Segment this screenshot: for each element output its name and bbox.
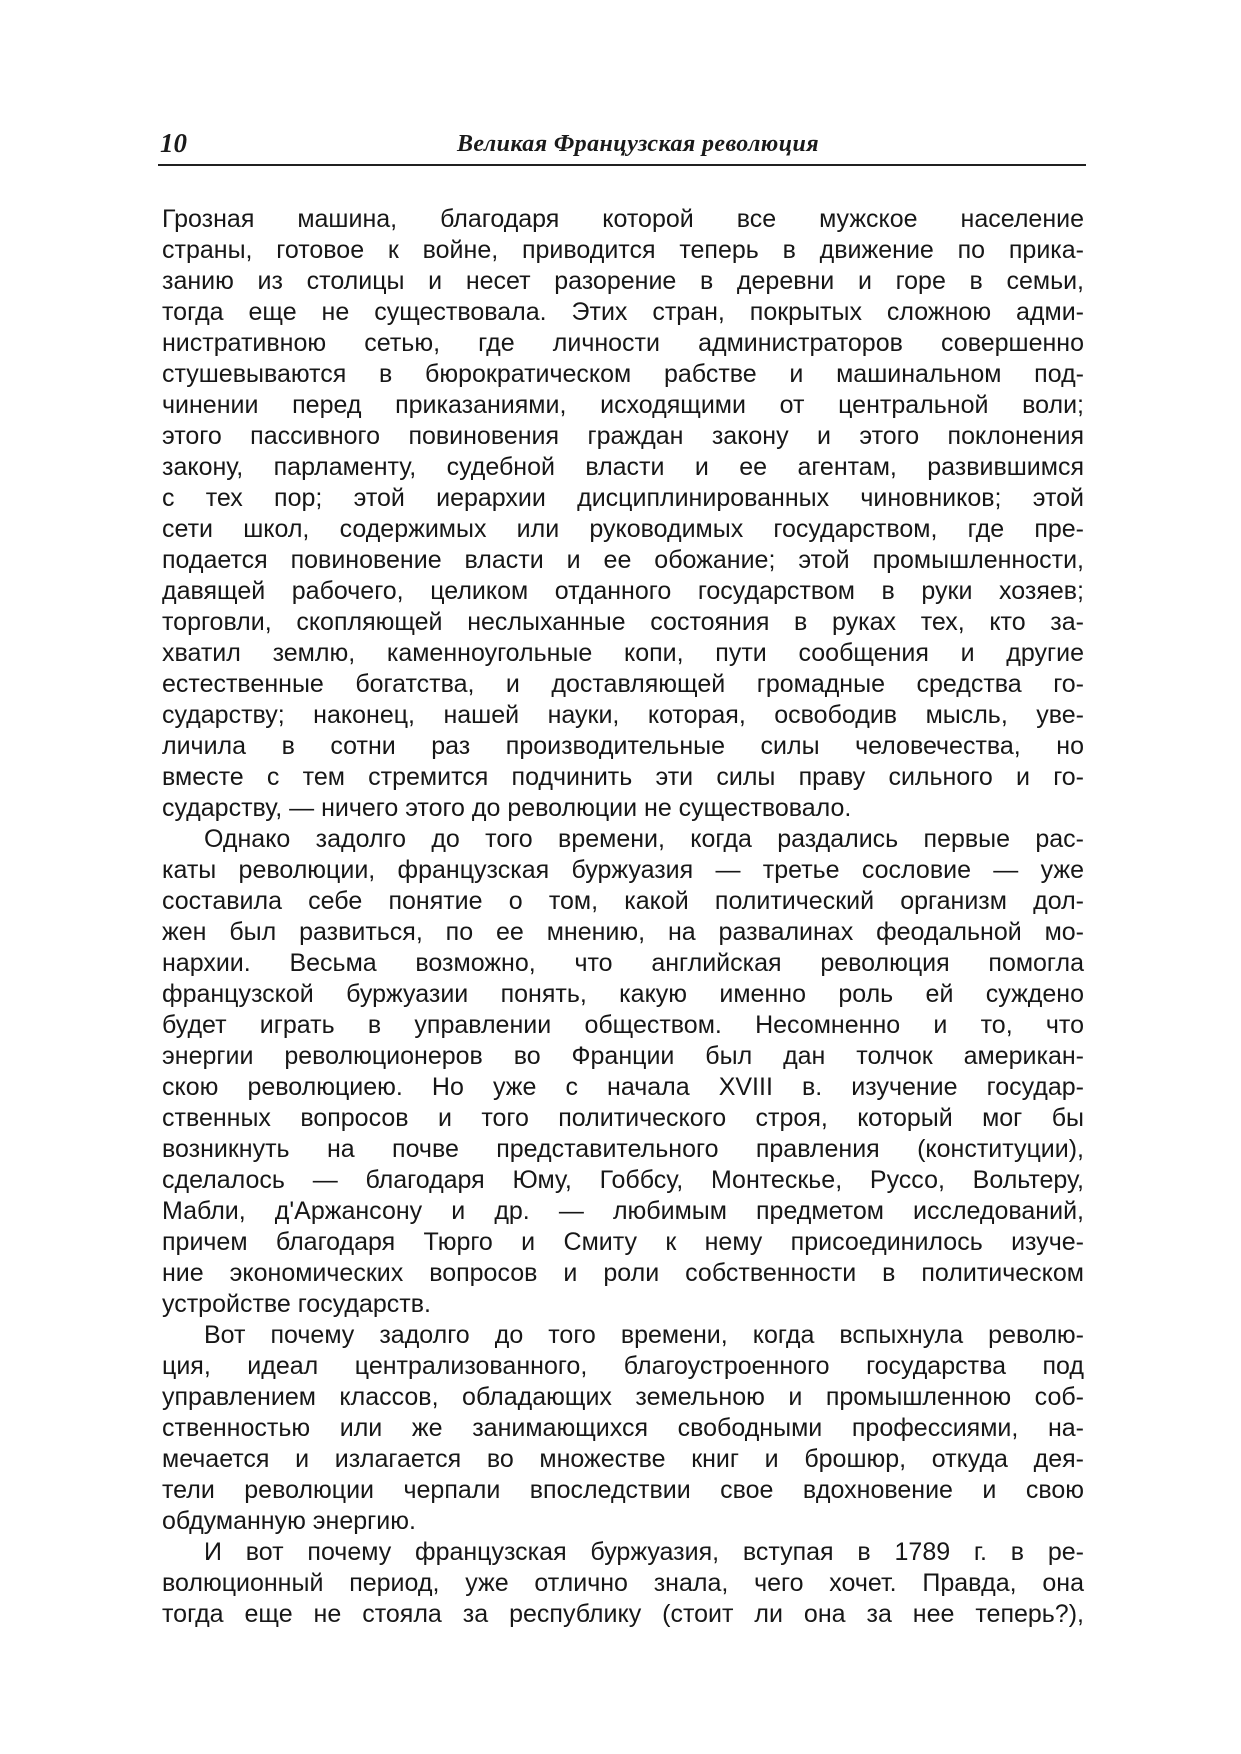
- text-line: чинении перед приказаниями, исходящими от центральной воли;: [162, 391, 1084, 419]
- text-line: вместе с тем стремится подчинить эти силы праву сильного и го-: [162, 763, 1084, 791]
- text-line: подается повиновение власти и ее обожание; этой промышленности,: [162, 546, 1084, 574]
- text-line: ственностью или же занимающихся свободными профессиями, на-: [162, 1414, 1084, 1442]
- text-line: личила в сотни раз производительные силы человечества, но: [162, 732, 1084, 760]
- paragraph: [162, 1320, 1084, 1537]
- text-line: Грозная машина, благодаря которой все мужское население: [162, 205, 1084, 233]
- text-line: с тех пор; этой иерархии дисциплинированных чиновников; этой: [162, 484, 1084, 512]
- text-line: французской буржуазии понять, какую именно роль ей суждено: [162, 980, 1084, 1008]
- text-line: ственных вопросов и того политического строя, который мог бы: [162, 1104, 1084, 1132]
- text-line: волюционный период, уже отлично знала, чего хочет. Правда, она: [162, 1569, 1084, 1597]
- text-line: управлением классов, обладающих земельною и промышленною соб-: [162, 1383, 1084, 1411]
- text-line: энергии революционеров во Франции был дан толчок американ-: [162, 1042, 1084, 1070]
- text-line: И вот почему французская буржуазия, вступая в 1789 г. в ре-: [204, 1538, 1084, 1566]
- text-line: тогда еще не стояла за республику (стоит ли она за нее теперь?),: [162, 1600, 1084, 1628]
- text-line: Вот почему задолго до того времени, когда вспыхнула револю-: [204, 1321, 1084, 1349]
- text-line: возникнуть на почве представительного правления (конституции),: [162, 1135, 1084, 1163]
- body-text: [162, 204, 1084, 1630]
- text-line: ция, идеал централизованного, благоустроенного государства под: [162, 1352, 1084, 1380]
- text-line: этого пассивного повиновения граждан закону и этого поклонения: [162, 422, 1084, 450]
- text-line: хватил землю, каменноугольные копи, пути сообщения и другие: [162, 639, 1084, 667]
- text-line: Однако задолго до того времени, когда раздались первые рас-: [204, 825, 1084, 853]
- text-line: страны, готовое к войне, приводится теперь в движение по прика-: [162, 236, 1084, 264]
- text-line: сударству, — ничего этого до революции не существовало.: [162, 794, 852, 822]
- text-line: тели революции черпали впоследствии свое вдохновение и свою: [162, 1476, 1084, 1504]
- running-head: [158, 122, 1086, 166]
- text-line: сделалось — благодаря Юму, Гоббсу, Монтескье, Руссо, Вольтеру,: [162, 1166, 1084, 1194]
- text-line: составила себе понятие о том, какой политический организм дол-: [162, 887, 1084, 915]
- text-line: причем благодаря Тюрго и Смиту к нему присоединилось изуче-: [162, 1228, 1084, 1256]
- header-rule: [158, 164, 1086, 166]
- text-line: нистративною сетью, где личности администраторов совершенно: [162, 329, 1084, 357]
- text-line: давящей рабочего, целиком отданного государством в руки хозяев;: [162, 577, 1084, 605]
- text-line: сударству; наконец, нашей науки, которая, освободив мысль, уве-: [162, 701, 1084, 729]
- text-line: скою революциею. Но уже с начала XVIII в. изучение государ-: [162, 1073, 1084, 1101]
- text-line: закону, парламенту, судебной власти и ее агентам, развившимся: [162, 453, 1084, 481]
- paragraph: [162, 1537, 1084, 1630]
- text-line: занию из столицы и несет разорение в деревни и горе в семьи,: [162, 267, 1084, 295]
- text-line: Мабли, д'Аржансону и др. — любимым предметом исследований,: [162, 1197, 1084, 1225]
- paragraph: [162, 824, 1084, 1320]
- running-title: Великая Французская революция: [457, 131, 819, 157]
- text-line: нархии. Весьма возможно, что английская революция помогла: [162, 949, 1084, 977]
- text-line: мечается и излагается во множестве книг и брошюр, откуда дея-: [162, 1445, 1084, 1473]
- page-number: 10: [160, 128, 187, 158]
- paragraph: [162, 204, 1084, 824]
- text-line: устройстве государств.: [162, 1290, 431, 1318]
- text-line: торговли, скопляющей неслыханные состояния в руках тех, кто за-: [162, 608, 1084, 636]
- text-line: естественные богатства, и доставляющей громадные средства го-: [162, 670, 1084, 698]
- text-line: стушевываются в бюрократическом рабстве и машинальном под-: [162, 360, 1084, 388]
- text-line: каты революции, французская буржуазия — третье сословие — уже: [162, 856, 1084, 884]
- text-line: будет играть в управлении обществом. Несомненно и то, что: [162, 1011, 1084, 1039]
- text-line: обдуманную энергию.: [162, 1507, 416, 1535]
- text-line: ние экономических вопросов и роли собственности в политическом: [162, 1259, 1084, 1287]
- text-line: тогда еще не существовала. Этих стран, покрытых сложною адми-: [162, 298, 1084, 326]
- text-line: жен был развиться, по ее мнению, на развалинах феодальной мо-: [162, 918, 1084, 946]
- text-line: сети школ, содержимых или руководимых государством, где пре-: [162, 515, 1084, 543]
